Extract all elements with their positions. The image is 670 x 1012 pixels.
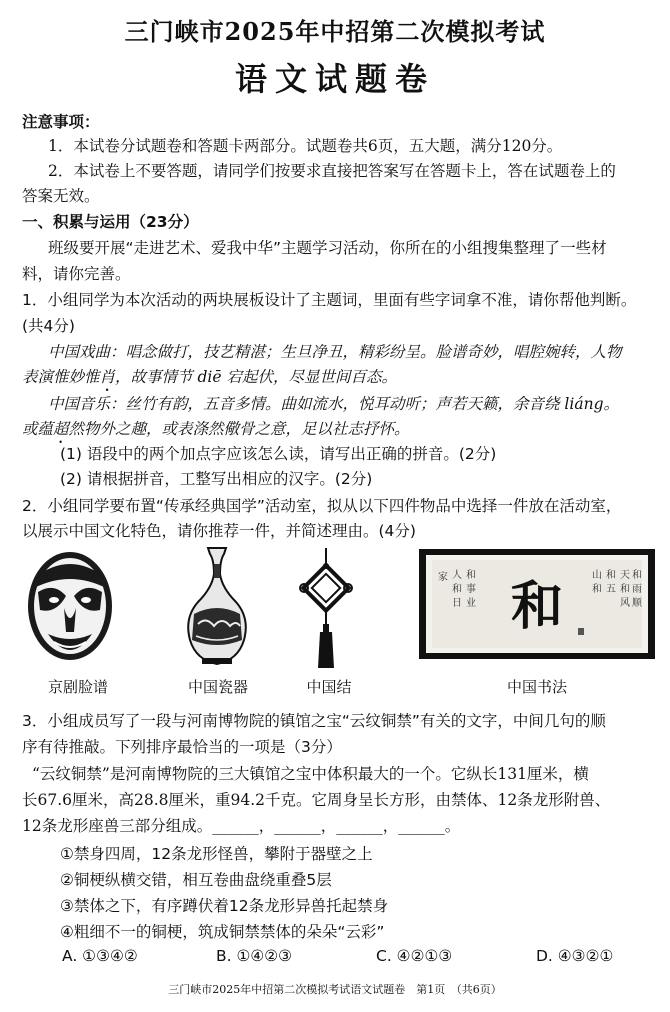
caption-calligraphy: 中国书法 xyxy=(506,678,567,696)
section-1-heading: 一、积累与运用（23分） xyxy=(22,213,199,231)
q1-opera-text-b: ，故事情节 diē 宕起伏，尽显世间百态。 xyxy=(115,368,397,386)
q2-stem-line1: 2．小组同学要布置“传承经典国学”活动室，拟从以下四件物品中选择一件放在活动室， xyxy=(22,497,622,515)
calligraphy-main-character: 和 xyxy=(510,576,564,637)
caption-opera-mask: 京剧脸谱 xyxy=(47,678,108,696)
q1-stem-line1: 1．小组同学为本次活动的两块展板设计了主题词，里面有些字词拿不准，请你帮他判断。 xyxy=(22,291,637,309)
chinese-knot-image xyxy=(298,546,354,672)
svg-text:日: 日 xyxy=(452,598,462,609)
q3-stem-line1: 3．小组成员写了一段与河南博物院的镇馆之宝“云纹铜禁”有关的文字，中间几句的顺 xyxy=(22,712,606,730)
q3-option-a: A. ①③④② xyxy=(62,947,138,965)
svg-text:和: 和 xyxy=(592,584,602,595)
svg-text:顺: 顺 xyxy=(632,598,642,609)
q2-stem-line2: 以展示中国文化特色，请你推荐一件，并简述理由。(4分) xyxy=(22,522,416,540)
q3-passage-line3: 12条龙形座兽三部分组成。______，______，______，______。 xyxy=(22,817,461,835)
q3-item-1: ①禁身四周，12条龙形怪兽，攀附于器壁之上 xyxy=(60,845,373,863)
notice-item-1: 1．本试卷分试题卷和答题卡两部分。试题卷共6页，五大题，满分120分。 xyxy=(48,137,563,155)
q3-item-4: ④粗细不一的铜梗，筑成铜禁禁体的朵朵“云彩” xyxy=(60,923,385,941)
page-footer: 三门峡市2025年中招第二次模拟考试语文试题卷 第1页 （共6页） xyxy=(168,983,502,996)
svg-text:和: 和 xyxy=(606,570,616,581)
calligraphy-scroll-image xyxy=(418,548,656,660)
svg-text:业: 业 xyxy=(466,598,476,609)
section-1-intro-line1: 班级要开展“走进艺术、爱我中华”主题学习活动，你所在的小组搜集整理了一些材 xyxy=(48,239,607,257)
caption-chinese-knot: 中国结 xyxy=(306,678,352,696)
svg-text:人: 人 xyxy=(452,570,462,581)
q3-option-d: D. ④③②① xyxy=(536,947,614,965)
q3-passage-line1: “云纹铜禁”是河南博物院的三大镇馆之宝中体积最大的一个。它纵长131厘米，横 xyxy=(32,765,589,783)
svg-text:山: 山 xyxy=(592,570,602,581)
q3-option-b: B. ①④②③ xyxy=(216,947,293,965)
svg-text:雨: 雨 xyxy=(632,584,642,595)
q1-dotted-char-1: 肖 xyxy=(99,368,116,386)
q1-stem-line2: (共4分) xyxy=(22,317,75,335)
svg-text:风: 风 xyxy=(620,598,630,609)
svg-text:天: 天 xyxy=(620,570,630,581)
svg-text:和: 和 xyxy=(466,570,476,581)
svg-text:家: 家 xyxy=(438,572,448,583)
q1-music-text-a: 或蕴 xyxy=(22,420,54,438)
notice-heading: 注意事项： xyxy=(22,112,100,131)
exam-title: 三门峡市2025年中招第二次模拟考试 xyxy=(124,17,546,46)
svg-text:五: 五 xyxy=(606,584,616,595)
q3-passage-line2: 长67.6厘米，高28.8厘米，重94.2千克。它周身呈长方形，由禁体、12条龙形附兽、 xyxy=(22,791,611,809)
notice-item-2b: 答案无效。 xyxy=(22,187,100,205)
q1-music-text-b: 然物外之趣，或表涤然儆骨之意，足以社志抒怀。 xyxy=(68,420,410,438)
svg-text:事: 事 xyxy=(466,584,476,595)
svg-text:和: 和 xyxy=(620,584,630,595)
q1-opera-text-a: 表演惟妙惟 xyxy=(22,368,100,386)
q3-option-c: C. ④②①③ xyxy=(376,947,453,965)
q1-dotted-char-2: 超 xyxy=(53,420,69,438)
opera-mask-image xyxy=(24,548,116,666)
q3-item-3: ③禁体之下，有序蹲伏着12条龙形异兽托起禁身 xyxy=(60,897,389,915)
q3-stem-line2: 序有待推敲。下列排序最恰当的一项是（3分） xyxy=(22,738,342,756)
q1-sub-question-2: (2) 请根据拼音，工整写出相应的汉字。(2分) xyxy=(60,470,373,488)
caption-porcelain: 中国瓷器 xyxy=(187,678,248,696)
porcelain-vase-image xyxy=(180,544,254,668)
q1-passage-music-line1: 中国音乐：丝竹有韵，五音多情。曲如流水，悦耳动听；声若天籁，余音绕 liáng。 xyxy=(48,395,619,413)
q1-passage-opera-line2 xyxy=(22,365,397,395)
q1-passage-opera-line1: 中国戏曲：唱念做打，技艺精湛；生旦净丑，精彩纷呈。脸谱奇妙，唱腔婉转，人物 xyxy=(48,343,622,361)
svg-text:和: 和 xyxy=(632,570,642,581)
notice-item-2a: 2．本试卷上不要答题，请同学们按要求直接把答案写在答题卡上，答在试题卷上的 xyxy=(48,162,616,180)
svg-text:和: 和 xyxy=(452,584,462,595)
paper-subtitle: 语文试题卷 xyxy=(234,60,435,98)
section-1-intro-line2: 料，请你完善。 xyxy=(22,265,131,283)
q1-sub-question-1: (1) 语段中的两个加点字应该怎么读，请写出正确的拼音。(2分) xyxy=(60,445,497,463)
q3-item-2: ②铜梗纵横交错，相互卷曲盘绕重叠5层 xyxy=(60,871,332,889)
